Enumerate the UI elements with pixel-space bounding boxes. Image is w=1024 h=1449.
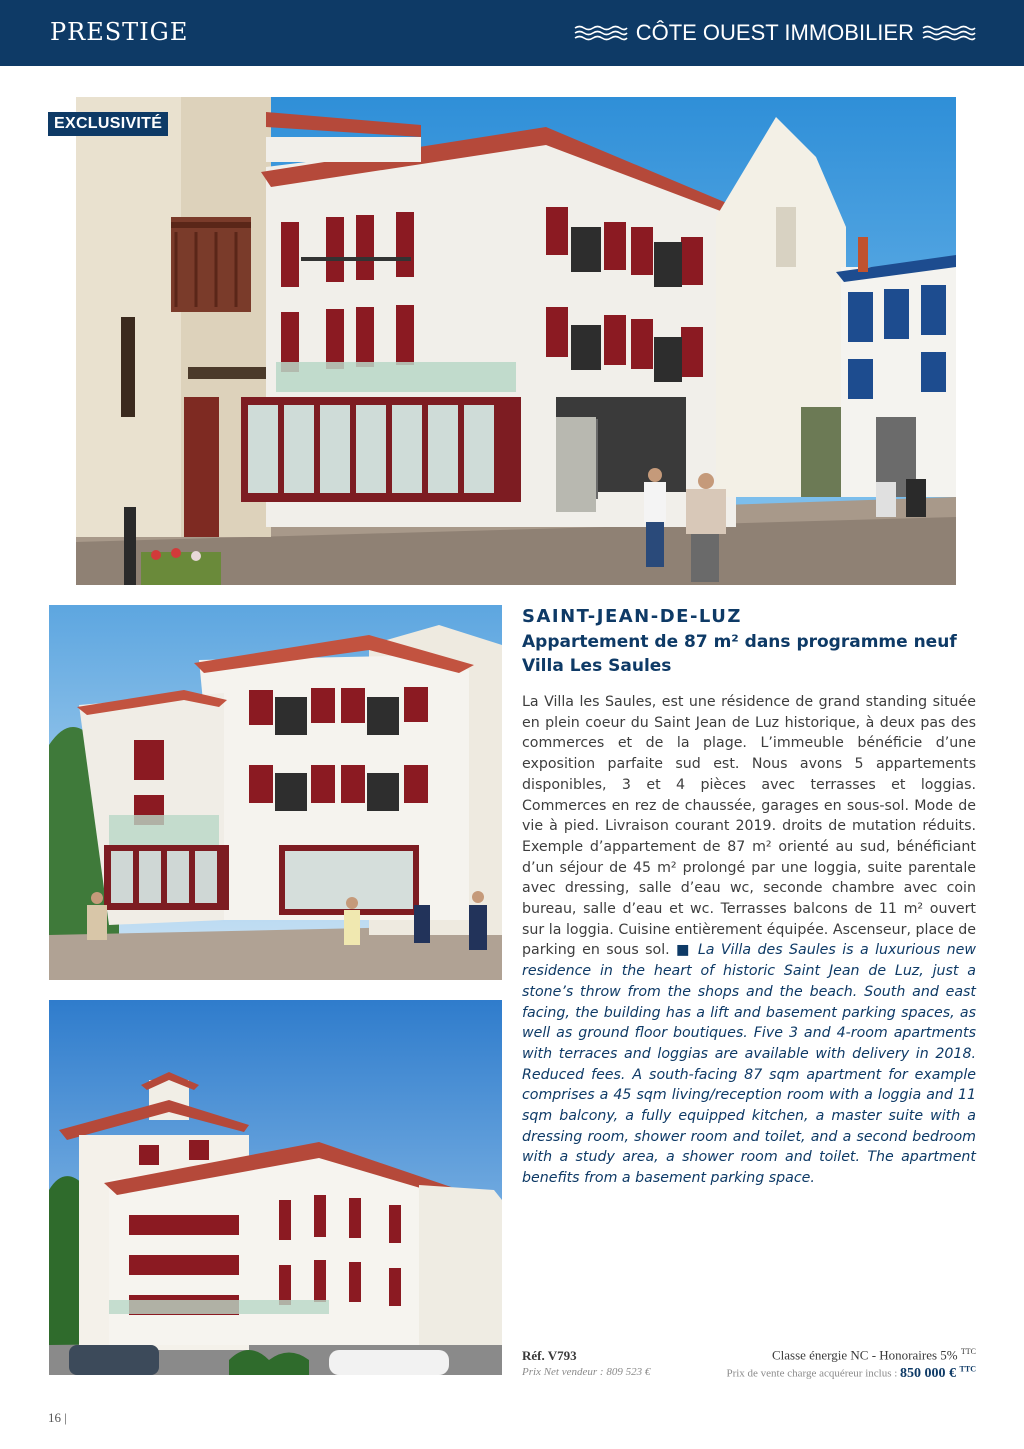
sale-price bbox=[726, 1364, 976, 1382]
description-french: La Villa les Saules, est une résidence de grand standing située en plein coeur du Saint Jean de Luz historique, à deux pas des commerces et de la plage. L’immeuble bénéficie d’une exposition parfaite sud est. Nous avons 5 appartements disponibles, 3 et 4 pièces avec terrasses et loggias. Commerces en rez de chaussée, garages en sous-sol. Mode de vie à pied. Livraison courant 2019. droits de mutation réduits. Exemple d’appartement de 87 m² orienté au sud, bénéficiant d’un séjour de 45 m² prolongé par une loggia, suite parentale avec dressing, salle d’eau wc, seconde chambre avec coin bureau, salle d’eau et wc. Terrasses balcons de 11 m² ouvert sur la loggia. Cuisine entièrement équipée. Ascenseur, place de parking en sous sol. bbox=[522, 694, 976, 959]
energy-class-sup: TTC bbox=[960, 1347, 976, 1356]
facade-rendering-photo bbox=[49, 605, 502, 980]
sale-price-label: Prix de vente charge acquéreur inclus : bbox=[726, 1367, 901, 1380]
listing-reference bbox=[522, 1348, 650, 1378]
pricing-block bbox=[726, 1347, 976, 1382]
page-number: 16 | bbox=[48, 1410, 67, 1425]
description-english: La Villa des Saules is a luxurious new residence in the heart of historic Saint Jean de Luz, just a stone’s throw from the shops and the beach. South and east facing, the building has a lift and basement parking spaces, as well as ground floor boutiques. Five 3 and 4-room apartments with terraces and loggias are available with delivery in 2018. Reduced fees. A south-facing 87 sqm apartment for example comprises a 45 sqm living/reception room with a loggia and 11 sqm balcony, a fully equipped kitchen, a master suite with a dressing room, shower room and toilet, and a second bedroom with a study area, a shower room and toilet. The apartment benefits from a basement parking space. bbox=[522, 942, 976, 1187]
sale-price-value bbox=[900, 1366, 976, 1381]
listing-description bbox=[522, 692, 976, 1189]
brand-name: CÔTE OUEST IMMOBILIER bbox=[635, 20, 914, 45]
energy-class-text: Classe énergie NC - Honoraires 5% bbox=[771, 1347, 958, 1363]
section-title: PRESTIGE bbox=[50, 18, 189, 46]
net-seller-price bbox=[522, 1366, 650, 1378]
brand bbox=[574, 20, 976, 46]
listing-article bbox=[522, 606, 976, 1189]
net-price-label: Prix Net vendeur : bbox=[522, 1366, 607, 1378]
waves-right-icon bbox=[922, 25, 976, 41]
listing-title bbox=[522, 630, 976, 678]
sale-price-amount: 850 000 € bbox=[900, 1365, 957, 1381]
corner-view-photo bbox=[49, 1000, 502, 1375]
listing-city: SAINT-JEAN-DE-LUZ bbox=[522, 606, 742, 627]
reference-code: Réf. V793 bbox=[522, 1348, 577, 1363]
listing-title-line2: Villa Les Saules bbox=[522, 656, 672, 676]
page-header bbox=[0, 0, 1024, 66]
net-price-value: 809 523 € bbox=[606, 1366, 651, 1378]
main-photo bbox=[76, 97, 956, 585]
waves-left-icon bbox=[574, 25, 628, 41]
exclusivity-badge: EXCLUSIVITÉ bbox=[48, 112, 168, 136]
energy-class bbox=[726, 1347, 976, 1363]
sale-price-sup: TTC bbox=[959, 1364, 976, 1374]
separator-square: ■ bbox=[676, 942, 692, 959]
listing-title-line1: Appartement de 87 m² dans programme neuf bbox=[522, 632, 957, 652]
